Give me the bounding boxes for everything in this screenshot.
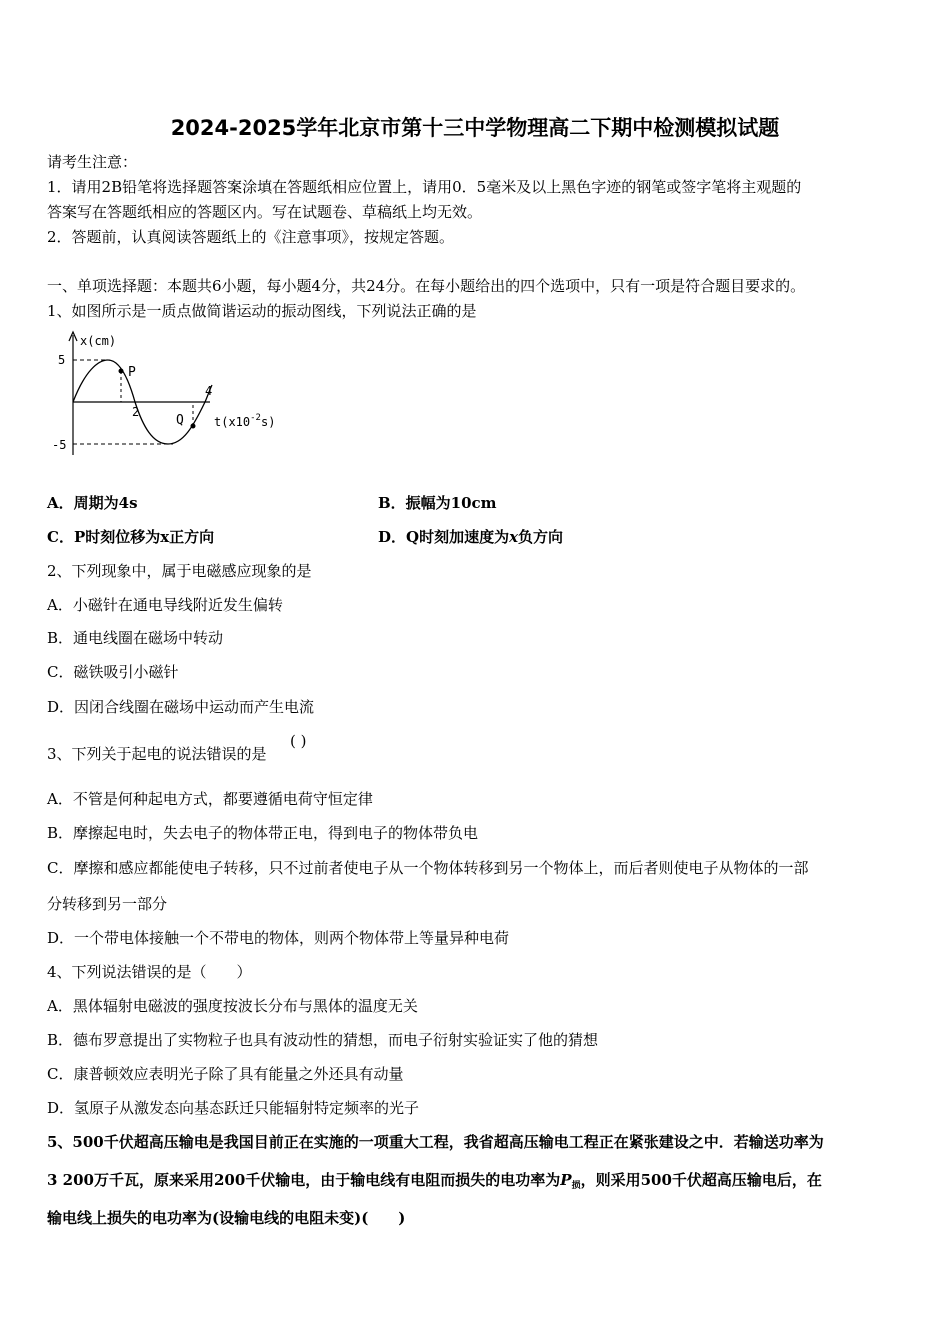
y-axis-label: x(cm) [80, 334, 117, 348]
q5-stem-line-3: 输电线上损失的电功率为(设输电线的电阻未变)( ) [47, 1209, 406, 1227]
q4-option-c[interactable]: C．康普顿效应表明光子除了具有能量之外还具有动量 [47, 1065, 404, 1083]
point-q-label: Q [176, 413, 184, 428]
q3-stem: 3、下列关于起电的说法错误的是 [47, 745, 267, 763]
notice-heading: 请考生注意： [47, 153, 138, 171]
q1-option-d[interactable] [378, 527, 563, 547]
q1-vibration-graph [48, 327, 293, 462]
q1-option-c[interactable]: C．P时刻位移为x正方向 [47, 528, 215, 546]
q5-stem-line-2 [47, 1170, 822, 1196]
q1-option-d-x: x [509, 528, 519, 546]
q1-option-d-prefix: D．Q时刻加速度为 [378, 528, 510, 546]
q2-option-d[interactable]: D．因闭合线圈在磁场中运动而产生电流 [47, 698, 315, 716]
point-q-marker [191, 424, 196, 429]
q2-option-c[interactable]: C．磁铁吸引小磁针 [47, 663, 179, 681]
q4-option-d[interactable]: D．氢原子从激发态向基态跃迁只能辐射特定频率的光子 [47, 1099, 420, 1117]
x-tick-4: 4 [205, 384, 213, 398]
section-1-heading: 一、单项选择题：本题共6小题，每小题4分，共24分。在每小题给出的四个选项中，只有一项是符合题目要求的。 [47, 277, 806, 295]
q5-stem-line-1: 5、500千伏超高压输电是我国目前正在实施的一项重大工程，我省超高压输电工程正在紧张建设之中．若输送功率为 [47, 1133, 824, 1151]
q2-option-a[interactable]: A．小磁针在通电导线附近发生偏转 [47, 596, 283, 614]
y-tick-max: 5 [58, 353, 66, 367]
q3-option-b[interactable]: B．摩擦起电时，失去电子的物体带正电，得到电子的物体带负电 [47, 824, 479, 842]
point-p-label: P [128, 365, 136, 380]
y-tick-min: -5 [52, 438, 67, 452]
q5-power-symbol: P [560, 1171, 572, 1189]
q3-option-d[interactable]: D．一个带电体接触一个不带电的物体，则两个物体带上等量异种电荷 [47, 929, 510, 947]
q1-option-b[interactable]: B．振幅为10cm [378, 494, 497, 512]
point-p-marker [119, 369, 124, 374]
q1-stem: 1、如图所示是一质点做简谐运动的振动图线，下列说法正确的是 [47, 302, 477, 320]
x-axis-exponent: -2 [250, 413, 261, 423]
notice-item-1-line-1: 1．请用2B铅笔将选择题答案涂填在答题纸相应位置上，请用0．5毫米及以上黑色字迹的钢笔或签字笔将主观题的 [47, 178, 802, 196]
x-tick-2: 2 [132, 405, 140, 419]
q3-option-a[interactable]: A．不管是何种起电方式，都要遵循电荷守恒定律 [47, 790, 373, 808]
notice-item-2: 2．答题前，认真阅读答题纸上的《注意事项》，按规定答题。 [47, 228, 455, 246]
q4-option-b[interactable]: B．德布罗意提出了实物粒子也具有波动性的猜想，而电子衍射实验证实了他的猜想 [47, 1031, 599, 1049]
q3-option-c-line-2: 分转移到另一部分 [47, 895, 168, 913]
q4-option-a[interactable]: A．黑体辐射电磁波的强度按波长分布与黑体的温度无关 [47, 997, 418, 1015]
q4-stem: 4、下列说法错误的是（ ） [47, 963, 252, 981]
x-axis-unit: s) [260, 415, 276, 429]
q2-option-b[interactable]: B．通电线圈在磁场中转动 [47, 629, 224, 647]
q5-power-subscript: 损 [571, 1181, 581, 1191]
q3-option-c-line-1[interactable]: C．摩擦和感应都能使电子转移，只不过前者使电子从一个物体转移到另一个物体上，而后者则使电子从物体的一部 [47, 859, 809, 877]
svg-text:t(x10-2s) [214, 413, 275, 429]
q1-option-d-suffix: 负方向 [518, 528, 564, 546]
notice-item-1-line-2: 答案写在答题纸相应的答题区内。写在试题卷、草稿纸上均无效。 [47, 203, 483, 221]
q5-stem-line-2-b: ，则采用500千伏超高压输电后，在 [580, 1171, 822, 1189]
q3-answer-paren: ( ) [290, 732, 307, 750]
q2-stem: 2、下列现象中，属于电磁感应现象的是 [47, 562, 312, 580]
page-title: 2024-2025学年北京市第十三中学物理高二下期中检测模拟试题 [170, 116, 780, 140]
q1-option-a[interactable]: A．周期为4s [47, 494, 138, 512]
x-axis-label: t(x10 [214, 415, 251, 429]
q5-stem-line-2-a: 3 200万千瓦，原来采用200千伏输电，由于输电线有电阻而损失的电功率为 [47, 1171, 561, 1189]
